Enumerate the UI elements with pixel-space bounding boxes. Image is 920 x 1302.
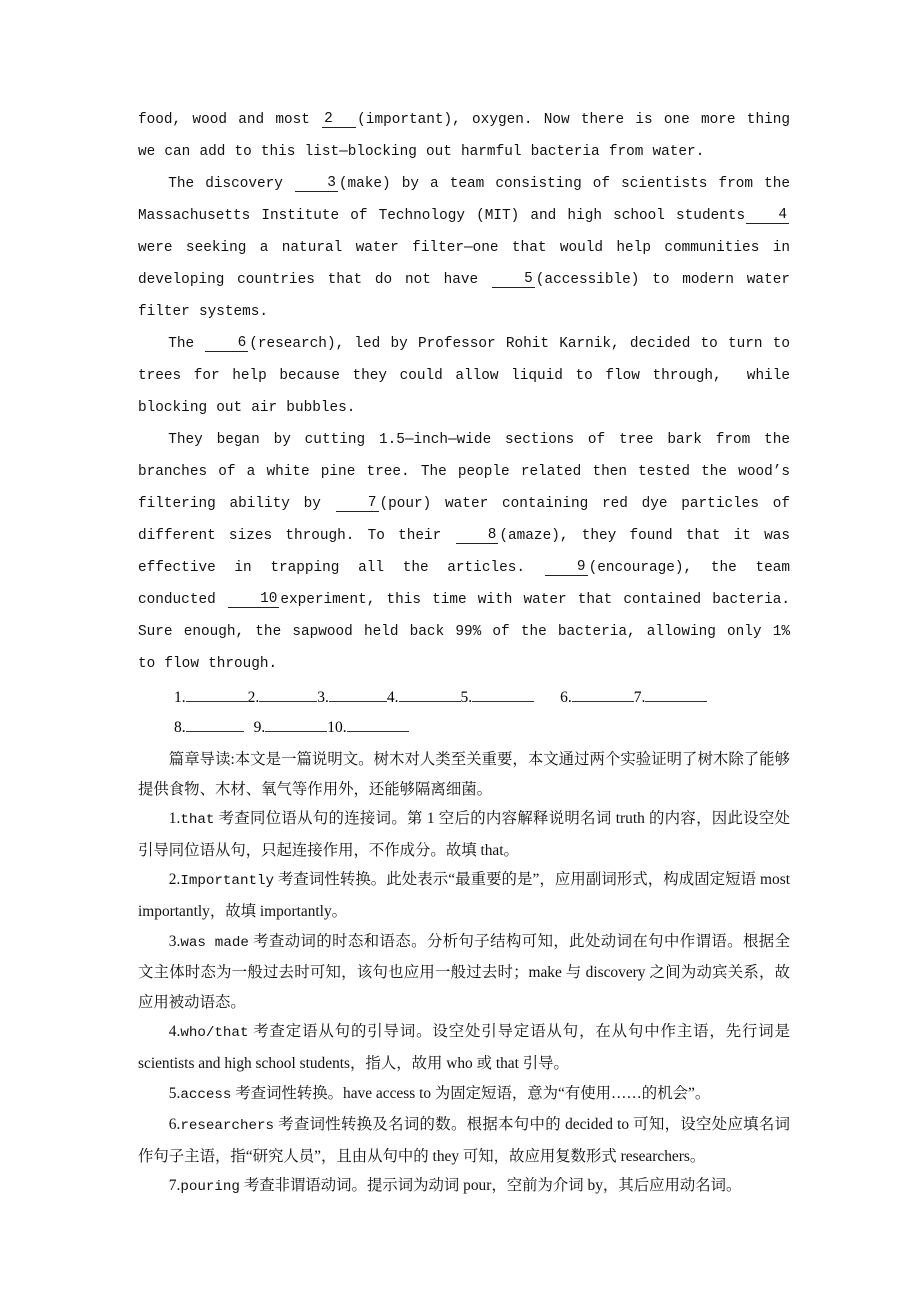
answer-field-5[interactable] — [472, 688, 534, 702]
answer-label-4: 4. — [386, 689, 399, 706]
answer-label-1: 1. — [174, 689, 186, 706]
answer-field-4[interactable] — [399, 688, 461, 702]
analysis-item-1 — [138, 804, 790, 865]
analysis-item-answer: access — [180, 1086, 232, 1103]
analysis-item-text: 考查词性转换。此处表示“最重要的是”，应用副词形式，构成固定短语 most importantly，故填 importantly。 — [138, 871, 790, 920]
passage-text: food, wood and most — [138, 112, 322, 128]
cloze-blank-10[interactable]: 10 — [228, 592, 280, 608]
analysis-section — [138, 745, 790, 1203]
analysis-item-number: 2. — [168, 871, 181, 889]
passage-text: (pour) water containing red dye particles of different sizes through. To their — [138, 496, 790, 544]
analysis-item-answer: researchers — [180, 1118, 274, 1135]
cloze-blank-9[interactable]: 9 — [545, 560, 588, 576]
passage-text: The — [168, 336, 205, 352]
answer-label-7: 7. — [633, 689, 646, 706]
passage-text: The discovery — [168, 176, 294, 192]
analysis-item-number: 4. — [168, 1023, 181, 1041]
analysis-item-text: 考查定语从句的引导词。设空处引导定语从句，在从句中作主语，先行词是 scientists and high school students，指人，故用 who 或 that 引导。 — [138, 1023, 790, 1072]
passage-text: were seeking a natural water filter—one that would help communities in developing countries that do not have — [138, 240, 790, 288]
cloze-blank-4[interactable]: 4 — [746, 208, 789, 224]
analysis-item-5 — [138, 1079, 790, 1111]
analysis-item-number: 6. — [168, 1116, 181, 1134]
cloze-passage — [138, 104, 790, 680]
analysis-intro-label: 篇章导读: — [168, 751, 235, 768]
analysis-item-text: 考查非谓语动词。提示词为动词 pour，空前为介词 by，其后应用动名词。 — [243, 1177, 742, 1195]
answer-field-6[interactable] — [572, 688, 634, 702]
analysis-item-6 — [138, 1110, 790, 1171]
analysis-item-answer: that — [180, 812, 215, 829]
analysis-item-answer: who/that — [180, 1025, 249, 1042]
cloze-blank-5[interactable]: 5 — [492, 272, 535, 288]
passage-paragraph-3 — [138, 328, 790, 424]
answer-field-1[interactable] — [186, 688, 248, 702]
analysis-intro-text: 本文是一篇说明文。树木对人类至关重要，本文通过两个实验证明了树木除了能够提供食物、木材、氧气等作用外，还能够隔离细菌。 — [138, 751, 790, 798]
analysis-item-number: 7. — [168, 1177, 181, 1195]
cloze-blank-3[interactable]: 3 — [295, 176, 338, 192]
answer-label-10: 10. — [327, 719, 347, 736]
answer-field-10[interactable] — [347, 718, 409, 732]
answer-blank-row-2 — [174, 713, 790, 743]
passage-text: (encourage), the team conducted — [138, 560, 790, 608]
analysis-item-number: 5. — [168, 1084, 181, 1102]
analysis-intro — [138, 745, 790, 804]
passage-text: (research), led by Professor Rohit Karnik, decided to turn to trees for help because they could allow liquid to flow through, while blocking out air bubbles. — [138, 336, 790, 416]
passage-text: (important), oxygen. Now there is one more thing we can add to this list—blocking out harmful bacteria from water. — [138, 112, 790, 160]
answer-label-3: 3. — [317, 689, 329, 706]
answer-field-7[interactable] — [645, 688, 707, 702]
analysis-item-answer: Importantly — [180, 873, 274, 890]
answer-field-8[interactable] — [186, 718, 244, 732]
cloze-blank-6[interactable]: 6 — [205, 336, 248, 352]
answer-field-9[interactable] — [265, 718, 327, 732]
answer-blank-row-1 — [174, 683, 790, 713]
passage-text: experiment, this time with water that contained bacteria. Sure enough, the sapwood held back 99% of the bacteria, allowing only 1% to flow through. — [138, 592, 790, 672]
analysis-item-3 — [138, 927, 790, 1018]
analysis-item-4 — [138, 1017, 790, 1078]
analysis-item-number: 1. — [168, 810, 181, 828]
passage-text: (amaze), they found that it was effective in trapping all the articles. — [138, 528, 790, 576]
passage-text: (make) by a team consisting of scientists from the Massachusetts Institute of Technology (MIT) and high school students — [138, 176, 790, 224]
passage-text: They began by cutting 1.5—inch—wide sections of tree bark from the branches of a white pine tree. The people related then tested the wood’s filtering ability by — [138, 432, 790, 512]
analysis-item-text: 考查词性转换及名词的数。根据本句中的 decided to 可知，设空处应填名词作句子主语，指“研究人员”，且由从句中的 they 可知，故应用复数形式 researchers。 — [138, 1116, 790, 1165]
answer-blanks — [138, 683, 790, 743]
passage-paragraph-1 — [138, 104, 790, 168]
answer-field-2[interactable] — [259, 688, 317, 702]
answer-field-3[interactable] — [329, 688, 387, 702]
analysis-item-number: 3. — [168, 932, 181, 950]
analysis-item-text: 考查动词的时态和语态。分析句子结构可知，此处动词在句中作谓语。根据全文主体时态为一般过去时可知，该句也应用一般过去时；make 与 discovery 之间为动宾关系，故应用被动语态。 — [138, 932, 790, 1011]
answer-label-2: 2. — [247, 689, 260, 706]
analysis-item-answer: was made — [180, 934, 249, 951]
passage-paragraph-2 — [138, 168, 790, 328]
cloze-blank-2[interactable]: 2 — [322, 112, 356, 128]
cloze-blank-8[interactable]: 8 — [456, 528, 499, 544]
answer-label-6: 6. — [560, 689, 572, 706]
answer-label-9: 9. — [253, 719, 266, 736]
answer-label-8: 8. — [174, 719, 186, 736]
passage-paragraph-4 — [138, 424, 790, 680]
passage-text: (accessible) to modern water filter systems. — [138, 272, 790, 320]
analysis-item-text: 考查同位语从句的连接词。第 1 空后的内容解释说明名词 truth 的内容，因此设空处引导同位语从句，只起连接作用，不作成分。故填 that。 — [138, 810, 790, 859]
analysis-item-text: 考查词性转换。have access to 为固定短语，意为“有使用……的机会”。 — [235, 1084, 711, 1102]
cloze-blank-7[interactable]: 7 — [336, 496, 379, 512]
analysis-item-2 — [138, 865, 790, 926]
analysis-item-answer: pouring — [180, 1179, 240, 1196]
answer-label-5: 5. — [460, 689, 473, 706]
analysis-item-7 — [138, 1171, 790, 1203]
